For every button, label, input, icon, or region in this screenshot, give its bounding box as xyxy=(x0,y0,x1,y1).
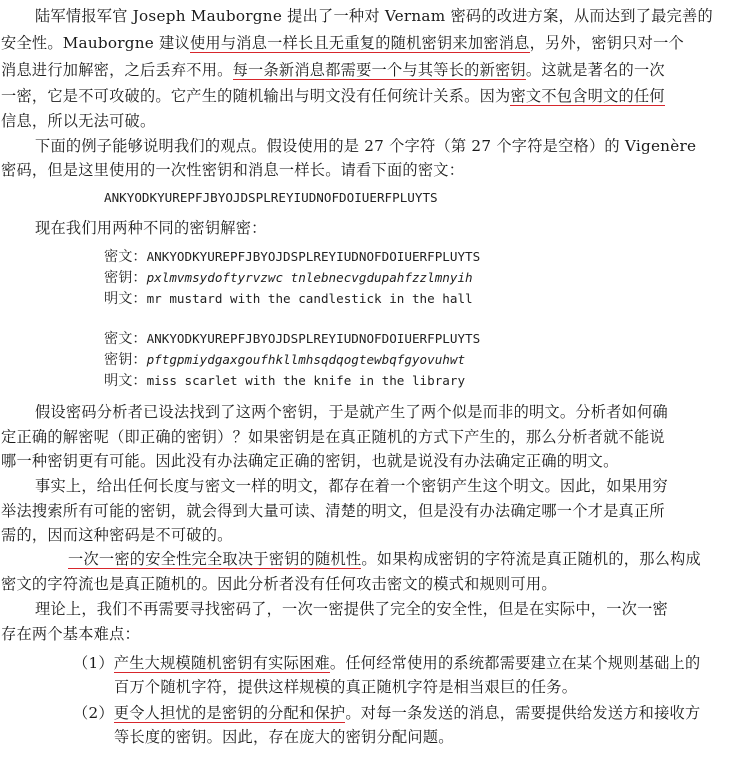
underline-highlight: 使用与消息一样长且无重复的随机密钥来加密消息 xyxy=(189,34,530,52)
p4-line-2: 定正确的解密呢（即正确的密钥）？如果密钥是在真正随机的方式下产生的，那么分析者就不能说 xyxy=(1,428,665,446)
p1-line-3: 消息进行加解密，之后丢弃不用。每一条新消息都需要一个与其等长的新密钥。这就是著名的一次 xyxy=(1,61,665,79)
p7-line-1: 理论上，我们不再需要寻找密码了，一次一密提供了完全的安全性，但是在实际中，一次一密 xyxy=(35,600,668,618)
p3-line: 现在我们用两种不同的密钥解密： xyxy=(35,219,267,237)
p2-line-2: 密码，但是这里使用的一次性密钥和消息一样长。请看下面的密文： xyxy=(1,161,465,179)
list-item-1-line-2: 百万个随机字符，提供这样规模的真正随机字符是相当艰巨的任务。 xyxy=(114,678,578,696)
p5-line-2: 举法搜索所有可能的密钥，就会得到大量可读、清楚的明文，但是没有办法确定哪一个才是真正所 xyxy=(1,502,665,520)
p6-line-2: 密文的字符流也是真正随机的。因此分析者没有任何攻击密文的模式和规则可用。 xyxy=(1,575,557,593)
list-item-2: （2）更令人担忧的是密钥的分配和保护。对每一条发送的消息，需要提供给发送方和接收方 xyxy=(73,704,701,722)
ex1-key: 密钥：pxlmvmsydoftyrvzwc tnlebnecvgdupahfzzlmnyih xyxy=(104,270,473,286)
p1-line-2: 安全性。Mauborgne 建议使用与消息一样长且无重复的随机密钥来加密消息，另外，密钥只对一个 xyxy=(1,34,684,52)
ex1-ciphertext: 密文：ANKYODKYUREPFJBYOJDSPLREYIUDNOFDOIUERFPLUYTS xyxy=(104,249,481,265)
ex2-plaintext: 明文：miss scarlet with the knife in the library xyxy=(104,373,466,389)
p7-line-2: 存在两个基本难点： xyxy=(1,625,140,643)
underline-highlight: 更令人担忧的是密钥的分配和保护 xyxy=(113,704,346,722)
p2-line-1: 下面的例子能够说明我们的观点。假设使用的是 27 个字符（第 27 个字符是空格）的 Vigenère xyxy=(35,137,697,155)
underline-highlight: 密文不包含明文的任何 xyxy=(510,87,665,105)
p1-line-1: 陆军情报军官 Joseph Mauborgne 提出了一种对 Vernam 密码的改进方案，从而达到了最完善的 xyxy=(35,7,713,25)
p1-line-4: 一密，它是不可攻破的。它产生的随机输出与明文没有任何统计关系。因为密文不包含明文的任何 xyxy=(1,87,665,105)
list-item-2-line-2: 等长度的密钥。因此，存在庞大的密钥分配问题。 xyxy=(114,728,454,746)
p4-line-1: 假设密码分析者已设法找到了这两个密钥，于是就产生了两个似是而非的明文。分析者如何确 xyxy=(35,403,668,421)
underline-highlight: 一次一密的安全性完全取决于密钥的随机性 xyxy=(68,550,362,568)
p6-line-1: 一次一密的安全性完全取决于密钥的随机性。如果构成密钥的字符流是真正随机的，那么构成 xyxy=(68,550,701,568)
p5-line-1: 事实上，给出任何长度与密文一样的明文，都存在着一个密钥产生这个明文。因此，如果用穷 xyxy=(35,477,668,495)
ex1-plaintext: 明文：mr mustard with the candlestick in the hall xyxy=(104,291,473,307)
ciphertext-line: ANKYODKYUREPFJBYOJDSPLREYIUDNOFDOIUERFPLUYTS xyxy=(104,190,438,205)
p4-line-3: 哪一种密钥更有可能。因此没有办法确定正确的密钥，也就是说没有办法确定正确的明文。 xyxy=(1,452,619,470)
p5-line-3: 需的，因而这种密码是不可破的。 xyxy=(1,526,233,544)
p1-line-5: 信息，所以无法可破。 xyxy=(1,112,156,130)
list-item-1: （1）产生大规模随机密钥有实际困难。任何经常使用的系统都需要建立在某个规则基础上的 xyxy=(73,654,701,672)
underline-highlight: 每一条新消息都需要一个与其等长的新密钥 xyxy=(232,61,526,79)
underline-highlight: 产生大规模随机密钥有实际困难 xyxy=(113,654,330,672)
ex2-ciphertext: 密文：ANKYODKYUREPFJBYOJDSPLREYIUDNOFDOIUERFPLUYTS xyxy=(104,331,481,347)
ex2-key: 密钥：pftgpmiydgaxgoufhkllmhsqdqogtewbqfgyovuhwt xyxy=(104,352,466,368)
